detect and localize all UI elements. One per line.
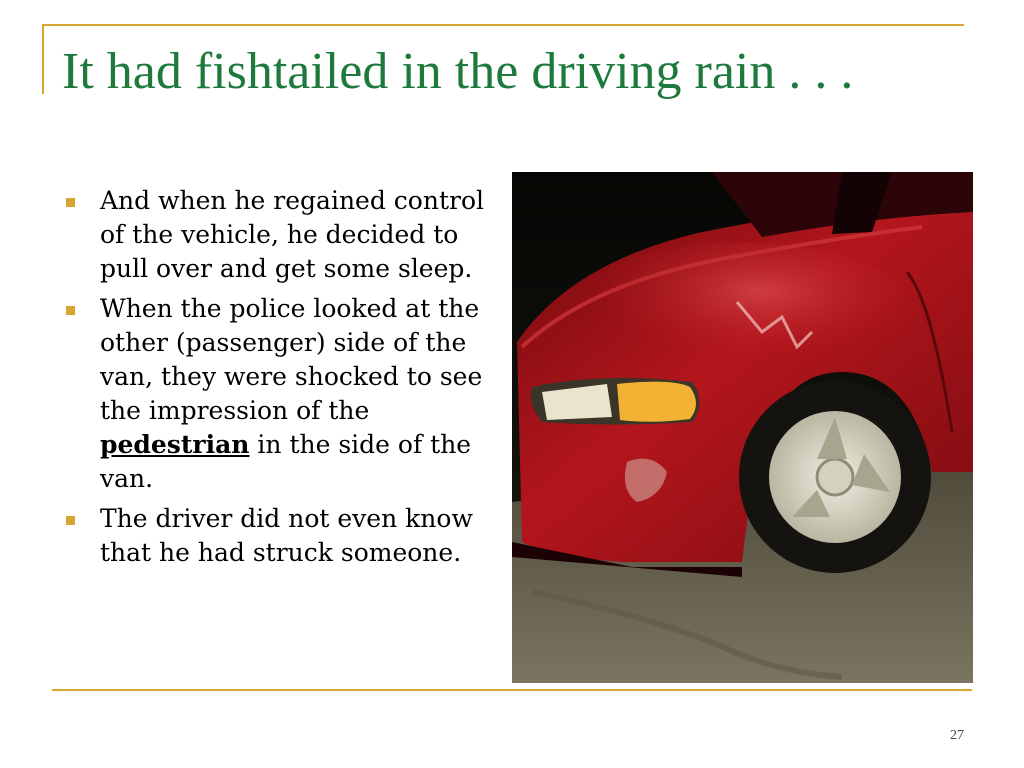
page-number: 27 [950, 728, 964, 743]
bullet-item [62, 184, 502, 286]
bullet-item [62, 502, 502, 570]
bullet-text-continued: in the side of the van. [100, 430, 472, 493]
slide-title: It had fishtailed in the driving rain . . . [62, 43, 854, 100]
damaged-red-car-photo-icon [512, 172, 973, 683]
bullet-square-icon [66, 198, 75, 207]
emphasized-word: pedestrian [100, 430, 250, 459]
bottom-rule [52, 689, 972, 691]
bullet-square-icon [66, 306, 75, 315]
bullet-list [62, 184, 502, 576]
bullet-text: When the police looked at the other (passenger) side of the van, they were shocked to see the impression of the [100, 294, 483, 425]
frame-left-rule [42, 24, 44, 94]
bullet-text: And when he regained control of the vehicle, he decided to pull over and get some sleep. [100, 186, 484, 283]
bullet-text: The driver did not even know that he had struck someone. [100, 504, 473, 567]
bullet-item [62, 292, 502, 496]
car-damage-photo [512, 172, 973, 683]
frame-top-rule [42, 24, 964, 26]
bullet-square-icon [66, 516, 75, 525]
